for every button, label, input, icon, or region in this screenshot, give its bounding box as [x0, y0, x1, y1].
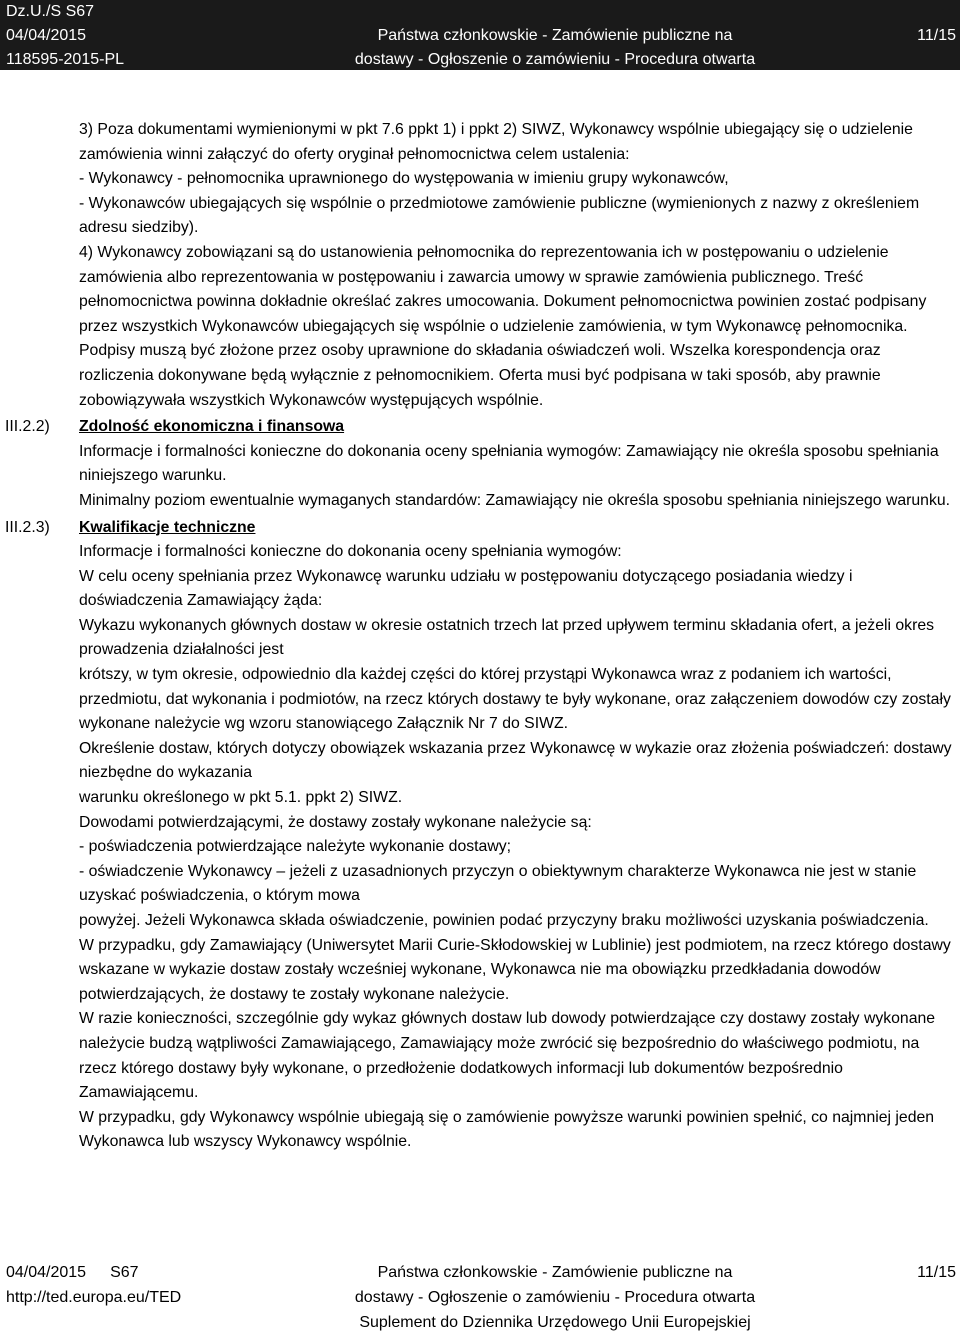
intro-paragraph: 3) Poza dokumentami wymienionymi w pkt 7.6 ppkt 1) i ppkt 2) SIWZ, Wykonawcy wspólnie ubiegający się o udzielenie zamówienia winni załączyć do oferty oryginał pełnomocnictwa celem ustalenia: [79, 121, 913, 163]
header-page-number: 11/15 [917, 27, 956, 44]
section-number: III.2.3) [5, 518, 50, 536]
section-body [79, 415, 957, 513]
footer-title-line2: dostawy - Ogłoszenie o zamówieniu - Procedura otwarta [354, 1289, 756, 1306]
section-paragraph: - poświadczenia potwierdzające należyte wykonanie dostawy; [79, 838, 512, 856]
section-paragraph: W celu oceny spełniania przez Wykonawcę warunku udziału w postępowaniu dotyczącego posiadania wiedzy i doświadczenia Zamawiający żąda: [79, 567, 853, 610]
footer-edition: S67 [110, 1264, 139, 1281]
section-paragraph: Minimalny poziom ewentualnie wymaganych standardów: Zamawiający nie określa sposobu spełniania niniejszego warunku. [79, 491, 951, 509]
footer-left-block [6, 1260, 181, 1310]
section-technical-qualifications [0, 516, 960, 1155]
section-paragraph: Informacje i formalności konieczne do dokonania oceny spełniania wymogów: [79, 543, 622, 561]
section-paragraph: Informacje i formalności konieczne do dokonania oceny spełniania wymogów: Zamawiający nie określa sposobu spełniania niniejszego warunku. [79, 442, 939, 485]
header-title-block [330, 0, 780, 72]
section-paragraph: Dowodami potwierdzającymi, że dostawy zostały wykonane należycie są: [79, 813, 592, 831]
section-paragraph: - oświadczenie Wykonawcy – jeżeli z uzasadnionych przyczyn o obiektywnym charakterze Wykonawca nie jest w stanie uzyskać poświadczenia, o którym mowa [79, 862, 917, 905]
section-economic-capacity [0, 415, 960, 513]
footer-date: 04/04/2015 [6, 1264, 87, 1281]
section-body [79, 516, 957, 1155]
intro-paragraph: - Wykonawcy - pełnomocnika uprawnionego do występowania w imieniu grupy wykonawców, [79, 170, 729, 188]
section-paragraph: W razie konieczności, szczególnie gdy wykaz głównych dostaw lub dowody potwierdzające czy dostawy zostały wykonane należycie budzą wątpliwości Zamawiającego, Zamawiający może zwrócić się bezpośrednio do właściwego podmiotu, na rzecz którego dostawy były wykonane, o przedłożenie dodatkowych informacji lub dokumentów bezpośrednio Zamawiającemu. [79, 1010, 936, 1102]
section-paragraph: W przypadku, gdy Zamawiający (Uniwersytet Marii Curie-Skłodowskiej w Lublinie) jest podmiotem, na rzecz którego dostawy wskazane w wykazie dostaw zostały wcześniej wykonane, Wykonawca nie ma obowiązku przedkładania dowodów potwierdzających, że dostawy te zostały wykonane należycie. [79, 936, 951, 1003]
footer-title-line1: Państwa członkowskie - Zamówienie publiczne na [377, 1264, 733, 1281]
footer-title-line3: Suplement do Dziennika Urzędowego Unii Europejskiej [359, 1314, 751, 1331]
section-paragraph: warunku określonego w pkt 5.1. ppkt 2) SIWZ. [79, 789, 403, 807]
header-left-block [6, 0, 124, 72]
document-body [0, 118, 960, 1155]
header-date: 04/04/2015 [6, 27, 87, 44]
intro-paragraph: 4) Wykonawcy zobowiązani są do ustanowienia pełnomocnika do reprezentowania ich w postępowaniu o udzielenie zamówienia albo reprezentowania w postępowaniu i zawarcia umowy w sprawie zamówienia publicznego. Treść pełnomocnictwa powinna dokładnie określać zakres umocowania. Dokument pełnomocnictwa powinien zostać podpisany przez wszystkich Wykonawców ubiegających się wspólnie o udzielenie zamówienia, w tym Wykonawcę pełnomocnika. Podpisy muszą być złożone przez osoby uprawnione do składania oświadczeń woli. Wszelka korespondencja oraz rozliczenia dokonywane będą wyłącznie z pełnomocnikiem. Oferta musi być podpisana w taki sposób, aby prawnie zobowiązywała wszystkich Wykonawców występujących wspólnie. [79, 243, 927, 409]
header-journal-ref: Dz.U./S S67 [6, 3, 95, 20]
page-footer [0, 1260, 960, 1334]
footer-url: http://ted.europa.eu/TED [6, 1289, 182, 1306]
page-header [0, 0, 960, 70]
header-title-line2: dostawy - Ogłoszenie o zamówieniu - Procedura otwarta [354, 51, 756, 68]
header-notice-id: 118595-2015-PL [6, 51, 125, 68]
section-paragraph: powyżej. Jeżeli Wykonawca składa oświadczenie, powinien podać przyczyny braku możliwości uzyskania poświadczenia. [79, 912, 929, 929]
section-paragraph: Określenie dostaw, których dotyczy obowiązek wskazania przez Wykonawcę w wykazie oraz złożenia poświadczeń: dostawy niezbędne do wykazania [79, 739, 952, 782]
section-number: III.2.2) [5, 418, 50, 436]
section-paragraph: krótszy, w tym okresie, odpowiednio dla każdej części do której przystąpi Wykonawca wraz z podaniem ich wartości, przedmiotu, dat wykonania i podmiotów, na rzecz których dostawy te były wykonane, oraz załączeniem dowodów czy zostały wykonane należycie wg wzoru stanowiącego Załącznik Nr 7 do SIWZ. [79, 666, 951, 733]
footer-page-number: 11/15 [917, 1264, 956, 1281]
intro-paragraph: - Wykonawców ubiegających się wspólnie o przedmiotowe zamówienie publiczne (wymienionych z nazwy z określeniem adresu siedziby). [79, 194, 920, 237]
section-title: Zdolność ekonomiczna i finansowa [79, 418, 345, 436]
header-title-line1: Państwa członkowskie - Zamówienie publiczne na [377, 27, 733, 44]
footer-title-block [318, 1260, 792, 1335]
section-paragraph: W przypadku, gdy Wykonawcy wspólnie ubiegają się o zamówienie powyższe warunki powinien spełnić, co najmniej jeden Wykonawca lub wszyscy Wykonawcy wspólnie. [79, 1108, 935, 1151]
section-paragraph: Wykazu wykonanych głównych dostaw w okresie ostatnich trzech lat przed upływem terminu składania ofert, a jeżeli okres prowadzenia działalności jest [79, 616, 935, 659]
section-title: Kwalifikacje techniczne [79, 518, 256, 536]
intro-block [79, 118, 957, 413]
